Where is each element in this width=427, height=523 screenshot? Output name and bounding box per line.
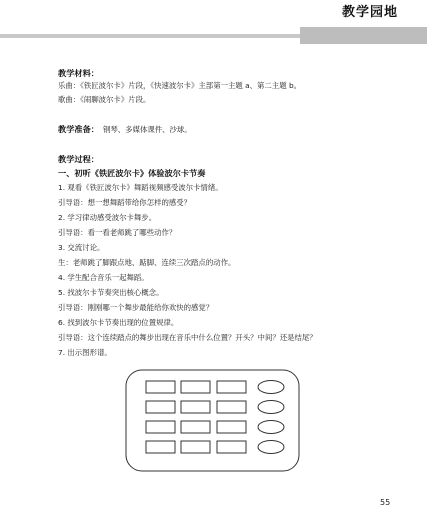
step-line: 6. 找到波尔卡节奏出现的位置规律。 — [58, 318, 179, 327]
score-rect — [146, 441, 175, 453]
step-line: 引导语：看一看老师跳了哪些动作？ — [58, 228, 177, 237]
part1-heading: 一、初听《铁匠波尔卡》体验波尔卡节奏 — [58, 168, 206, 178]
score-rect — [217, 381, 246, 393]
materials-line-2: 歌曲：《闹聊波尔卡》片段。 — [58, 95, 151, 104]
preparation-text: 钢琴、多媒体课件、沙球。 — [103, 125, 192, 134]
preparation-heading: 教学准备： — [58, 124, 99, 134]
score-rect — [217, 421, 246, 433]
score-rect — [146, 401, 175, 413]
materials-heading: 教学材料： — [58, 68, 99, 78]
step-line: 5. 找波尔卡节奏突出核心概念。 — [58, 288, 164, 297]
process-heading: 教学过程： — [58, 154, 99, 164]
step-line: 7. 出示图形谱。 — [58, 348, 112, 357]
step-line: 1. 观看《铁匠波尔卡》舞蹈视频感受波尔卡情绪。 — [58, 183, 223, 192]
score-ellipse — [258, 381, 284, 394]
score-ellipse — [258, 421, 284, 434]
step-line: 引导语：想一想舞蹈带给你怎样的感受？ — [58, 198, 192, 207]
score-rect — [181, 421, 210, 433]
score-rect — [146, 381, 175, 393]
score-ellipse — [258, 441, 284, 454]
step-line: 4. 学生配合音乐一起舞蹈。 — [58, 273, 149, 282]
score-rect — [146, 421, 175, 433]
score-rect — [181, 441, 210, 453]
score-ellipse — [258, 401, 284, 414]
materials-line-1: 乐曲：《铁匠波尔卡》片段，《快速波尔卡》主部第一主题 a、第二主题 b。 — [58, 81, 302, 90]
step-line: 生：老师跳了脚跟点地、踮脚、连续三次踏点的动作。 — [58, 258, 236, 267]
score-rect — [181, 381, 210, 393]
score-rect — [181, 401, 210, 413]
step-line: 引导语：这个连续踏点的舞步出现在音乐中什么位置？开头？中间？还是结尾？ — [58, 333, 317, 342]
step-line: 引导语：刚刚哪一个舞步最能给你欢快的感觉？ — [58, 303, 214, 312]
score-rect — [217, 441, 246, 453]
page-header-title: 教学园地 — [342, 5, 399, 20]
step-line: 3. 交流讨论。 — [58, 243, 105, 252]
page-number: 55 — [380, 498, 391, 507]
score-cells — [146, 381, 284, 454]
score-rect — [217, 401, 246, 413]
step-line: 2. 学习律动感受波尔卡舞步。 — [58, 213, 157, 222]
